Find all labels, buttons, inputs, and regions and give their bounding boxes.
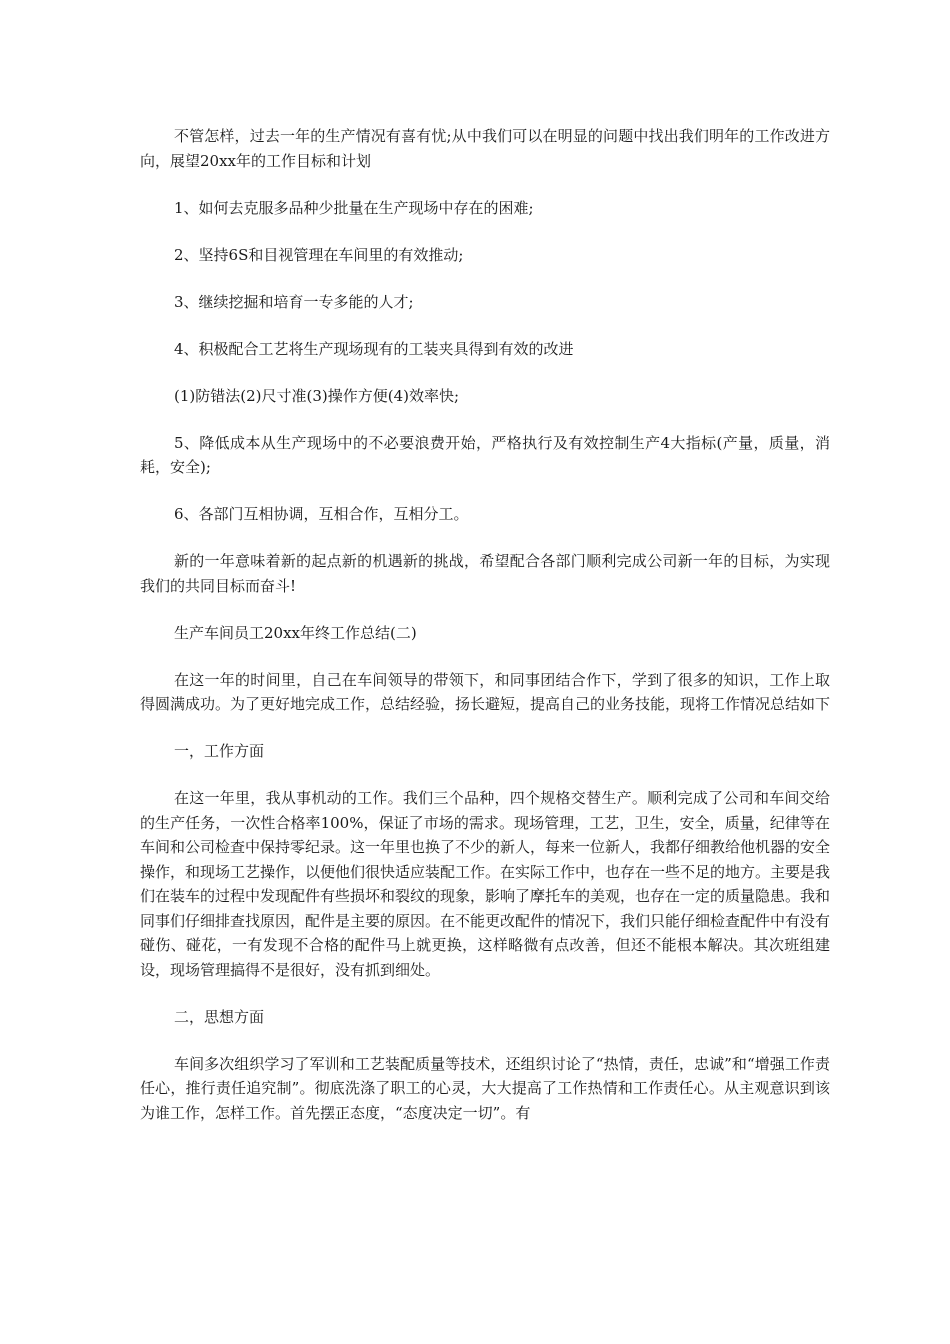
thought-aspect-paragraph: 车间多次组织学习了军训和工艺装配质量等技术，还组织讨论了“热情，责任，忠诚”和“增强工作责任心，推行责任追究制”。彻底洗涤了职工的心灵，大大提高了工作热情和工作责任心。从主观意识到该为谁工作，怎样工作。首先摆正态度，“态度决定一切”。有 xyxy=(140,1054,830,1122)
plan-item-2: 2、坚持6S和目视管理在车间里的有效推动; xyxy=(174,245,464,264)
work-aspect-paragraph: 在这一年里，我从事机动的工作。我们三个品种，四个规格交替生产。顺利完成了公司和车间交给的生产任务，一次性合格率100%，保证了市场的需求。现场管理，工艺，卫生，安全，质量，纪律等在车间和公司检查中保持零纪录。这一年里也换了不少的新人，每来一位新人，我都仔细教给他机器的安全操作，和现场工艺操作，以便他们很快适应装配工作。在实际工作中，也存在一些不足的地方。主要是我们在装车的过程中发现配件有些损坏和裂纹的现象，影响了摩托车的美观，也存在一定的质量隐患。我和同事们仔细排查找原因，配件是主要的原因。在不能更改配件的情况下，我们只能仔细检查配件中有没有碰伤、碰花，一有发现不合格的配件马上就更换，这样略微有点改善，但还不能根本解决。其次班组建设，现场管理搞得不是很好，没有抓到细处。 xyxy=(140,789,831,979)
plan-item-5: 5、降低成本从生产现场中的不必要浪费开始，严格执行及有效控制生产4大指标(产量，质量，消耗，安全); xyxy=(140,433,830,476)
plan-item-4-subpoints: (1)防错法(2)尺寸准(3)操作方便(4)效率快; xyxy=(174,386,460,405)
plan-item-6: 6、各部门互相协调，互相合作，互相分工。 xyxy=(174,505,469,523)
closing-paragraph: 新的一年意味着新的起点新的机遇新的挑战，希望配合各部门顺利完成公司新一年的目标，为实现我们的共同目标而奋斗! xyxy=(140,552,830,595)
section-title: 生产车间员工20xx年终工作总结(二) xyxy=(174,623,417,642)
thought-aspect-heading: 二，思想方面 xyxy=(174,1007,265,1026)
plan-item-1: 1、如何去克服多品种少批量在生产现场中存在的困难; xyxy=(174,198,534,217)
plan-item-4: 4、积极配合工艺将生产现场现有的工装夹具得到有效的改进 xyxy=(174,339,574,358)
document-page xyxy=(140,124,830,1148)
intro-paragraph: 不管怎样，过去一年的生产情况有喜有忧;从中我们可以在明显的问题中找出我们明年的工作改进方向，展望20xx年的工作目标和计划 xyxy=(140,127,830,170)
work-aspect-heading: 一，工作方面 xyxy=(174,742,265,760)
plan-item-3: 3、继续挖掘和培育一专多能的人才; xyxy=(174,292,414,311)
summary-intro-paragraph: 在这一年的时间里，自己在车间领导的带领下，和同事团结合作下，学到了很多的知识，工作上取得圆满成功。为了更好地完成工作，总结经验，扬长避短，提高自己的业务技能，现将工作情况总结如下 xyxy=(140,670,831,713)
